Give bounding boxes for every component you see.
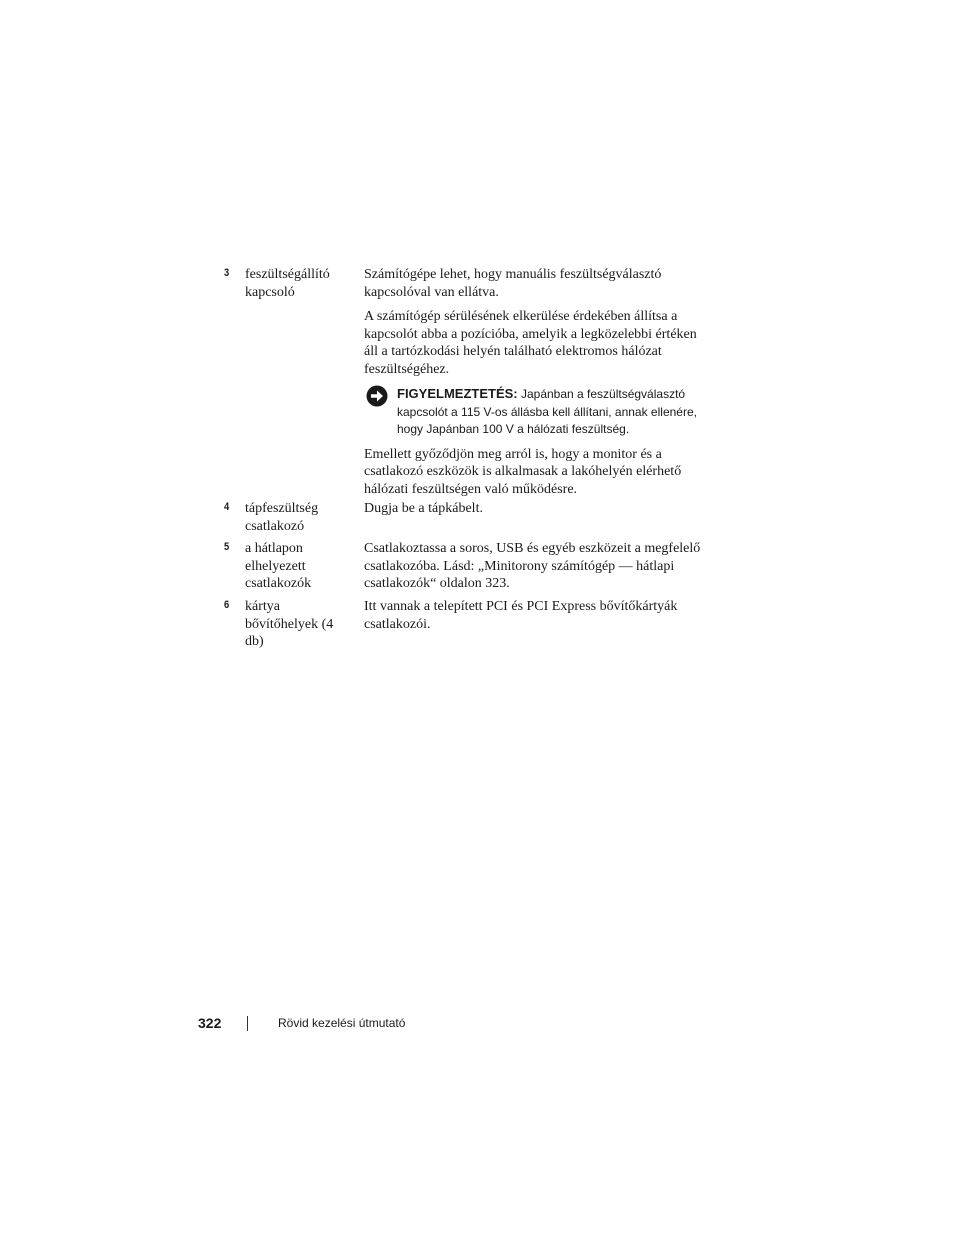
row-label: tápfeszültség csatlakozó	[245, 501, 319, 534]
description-paragraph: A számítógép sérülésének elkerülése érdekében állítsa a kapcsolót abba a pozícióba, amelyik a legközelebbi értéken áll a tartózkodási helyén található elektromos hálózat feszültségéhez.	[364, 309, 697, 377]
description-paragraph: Itt vannak a telepített PCI és PCI Express bővítőkártyák csatlakozói.	[364, 599, 678, 632]
row-label: a hátlapon elhelyezett csatlakozók	[245, 541, 312, 591]
description-paragraph: Emellett győződjön meg arról is, hogy a monitor és a csatlakozó eszközök is alkalmasak a lakóhelyén elérhető hálózati feszültségen való működésre.	[364, 446, 682, 497]
row-description	[364, 598, 714, 640]
description-paragraph: Számítógépe lehet, hogy manuális feszültségválasztó kapcsolóval van ellátva.	[364, 267, 662, 300]
row-label: kártya bővítőhelyek (4 db)	[245, 599, 334, 649]
warning-title: FIGYELMEZTETÉS:	[397, 386, 518, 401]
row-description	[364, 266, 714, 505]
description-paragraph: Csatlakoztassa a soros, USB és egyéb eszközeit a megfelelő csatlakozóba. Lásd: „Minitorony számítógép — hátlapi csatlakozók“ oldalon 323.	[364, 541, 701, 591]
guide-title: Rövid kezelési útmutató	[278, 1016, 406, 1030]
description-paragraph: Dugja be a tápkábelt.	[364, 501, 483, 516]
row-number: 6	[224, 599, 230, 611]
warning-arrow-icon	[366, 385, 388, 407]
footer-separator	[247, 1016, 248, 1031]
row-number: 5	[224, 541, 230, 553]
row-number: 4	[224, 501, 230, 513]
row-description	[364, 500, 714, 525]
row-number: 3	[224, 267, 230, 279]
row-label: feszültségállító kapcsoló	[245, 267, 330, 300]
page-number: 322	[198, 1015, 222, 1031]
warning-note	[364, 385, 714, 439]
warning-text: Japánban a feszültségválasztó kapcsolót a 115 V-os állásba kell állítani, annak ellenére, hogy Japánban 100 V a hálózati feszültség.	[397, 387, 697, 436]
row-description	[364, 540, 714, 600]
